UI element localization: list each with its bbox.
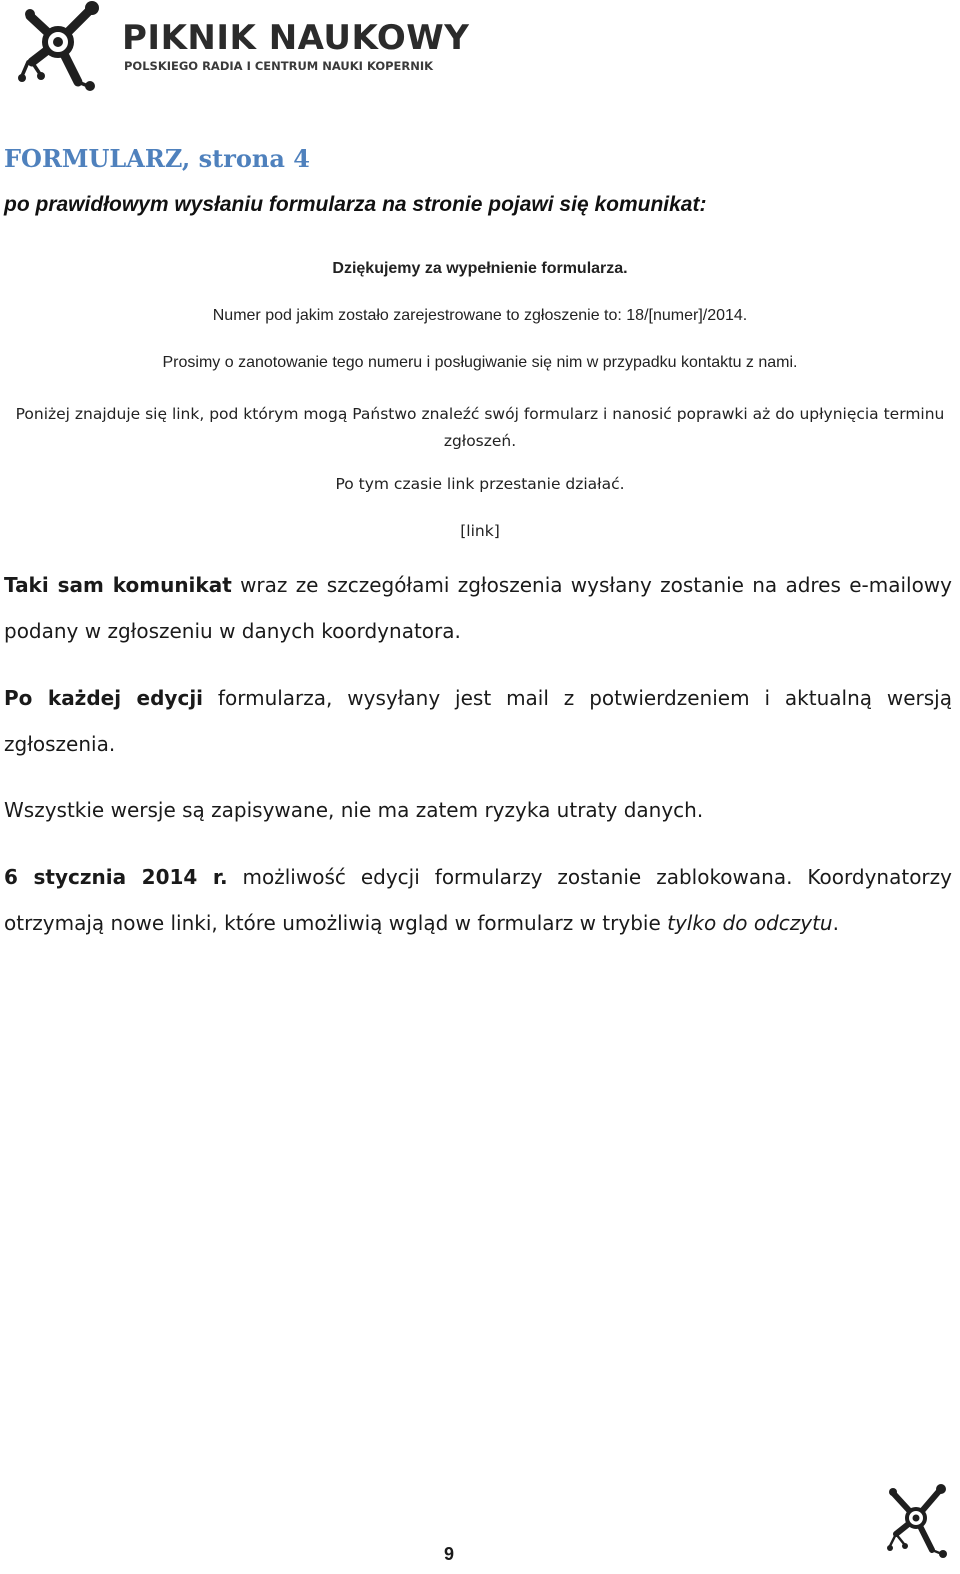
message-note: Prosimy o zanotowanie tego numeru i posługiwanie się nim w przypadku kontaktu z nami. bbox=[162, 354, 798, 371]
paragraph-same-message-bold: Taki sam komunikat bbox=[4, 573, 232, 597]
paragraph-deadline-italic: tylko do odczytu bbox=[667, 911, 833, 935]
paragraph-deadline-end: . bbox=[832, 911, 839, 935]
page-heading: FORMULARZ, strona 4 bbox=[4, 144, 310, 173]
logo-subtitle: POLSKIEGO RADIA I CENTRUM NAUKI KOPERNIK bbox=[124, 59, 434, 73]
piknik-mini-logo-icon bbox=[884, 1484, 950, 1564]
paragraph-after-edit-bold: Po każdej edycji bbox=[4, 686, 204, 710]
intro-text: po prawidłowym wysłaniu formularza na stronie pojawi się komunikat: bbox=[4, 193, 707, 216]
paragraph-after-edit bbox=[4, 675, 952, 767]
paragraph-same-message-rest: wraz ze szczegółami zgłoszenia wysłany zostanie na adres e-mailowy podany w zgłoszeniu w danych koordynatora. bbox=[4, 573, 952, 643]
piknik-molecule-logo-icon bbox=[18, 0, 108, 98]
paragraph-deadline-rest: możliwość edycji formularzy zostanie zablokowana. Koordynatorzy otrzymają nowe linki, które umożliwią wgląd w formularz w trybie bbox=[4, 865, 952, 935]
paragraph-deadline bbox=[4, 854, 952, 946]
paragraph-same-message bbox=[4, 562, 952, 654]
logo-title: PIKNIK NAUKOWY bbox=[122, 18, 470, 58]
message-expiry: Po tym czasie link przestanie działać. bbox=[335, 475, 625, 493]
message-link[interactable]: [link] bbox=[460, 522, 500, 540]
paragraph-deadline-bold: 6 stycznia 2014 r. bbox=[4, 865, 228, 889]
message-link-info: Poniżej znajduje się link, pod którym mogą Państwo znaleźć swój formularz i nanosić poprawki aż do upłynięcia terminu zgłoszeń. bbox=[15, 405, 945, 450]
message-thanks: Dziękujemy za wypełnienie formularza. bbox=[332, 260, 628, 277]
piknik-logo bbox=[18, 0, 470, 100]
paragraph-after-edit-rest: formularza, wysyłany jest mail z potwierdzeniem i aktualną wersją zgłoszenia. bbox=[4, 686, 952, 756]
message-number: Numer pod jakim zostało zarejestrowane to zgłoszenie to: 18/[numer]/2014. bbox=[212, 307, 748, 324]
page-number: 9 bbox=[443, 1544, 454, 1564]
paragraph-versions: Wszystkie wersje są zapisywane, nie ma zatem ryzyka utraty danych. bbox=[4, 798, 704, 822]
